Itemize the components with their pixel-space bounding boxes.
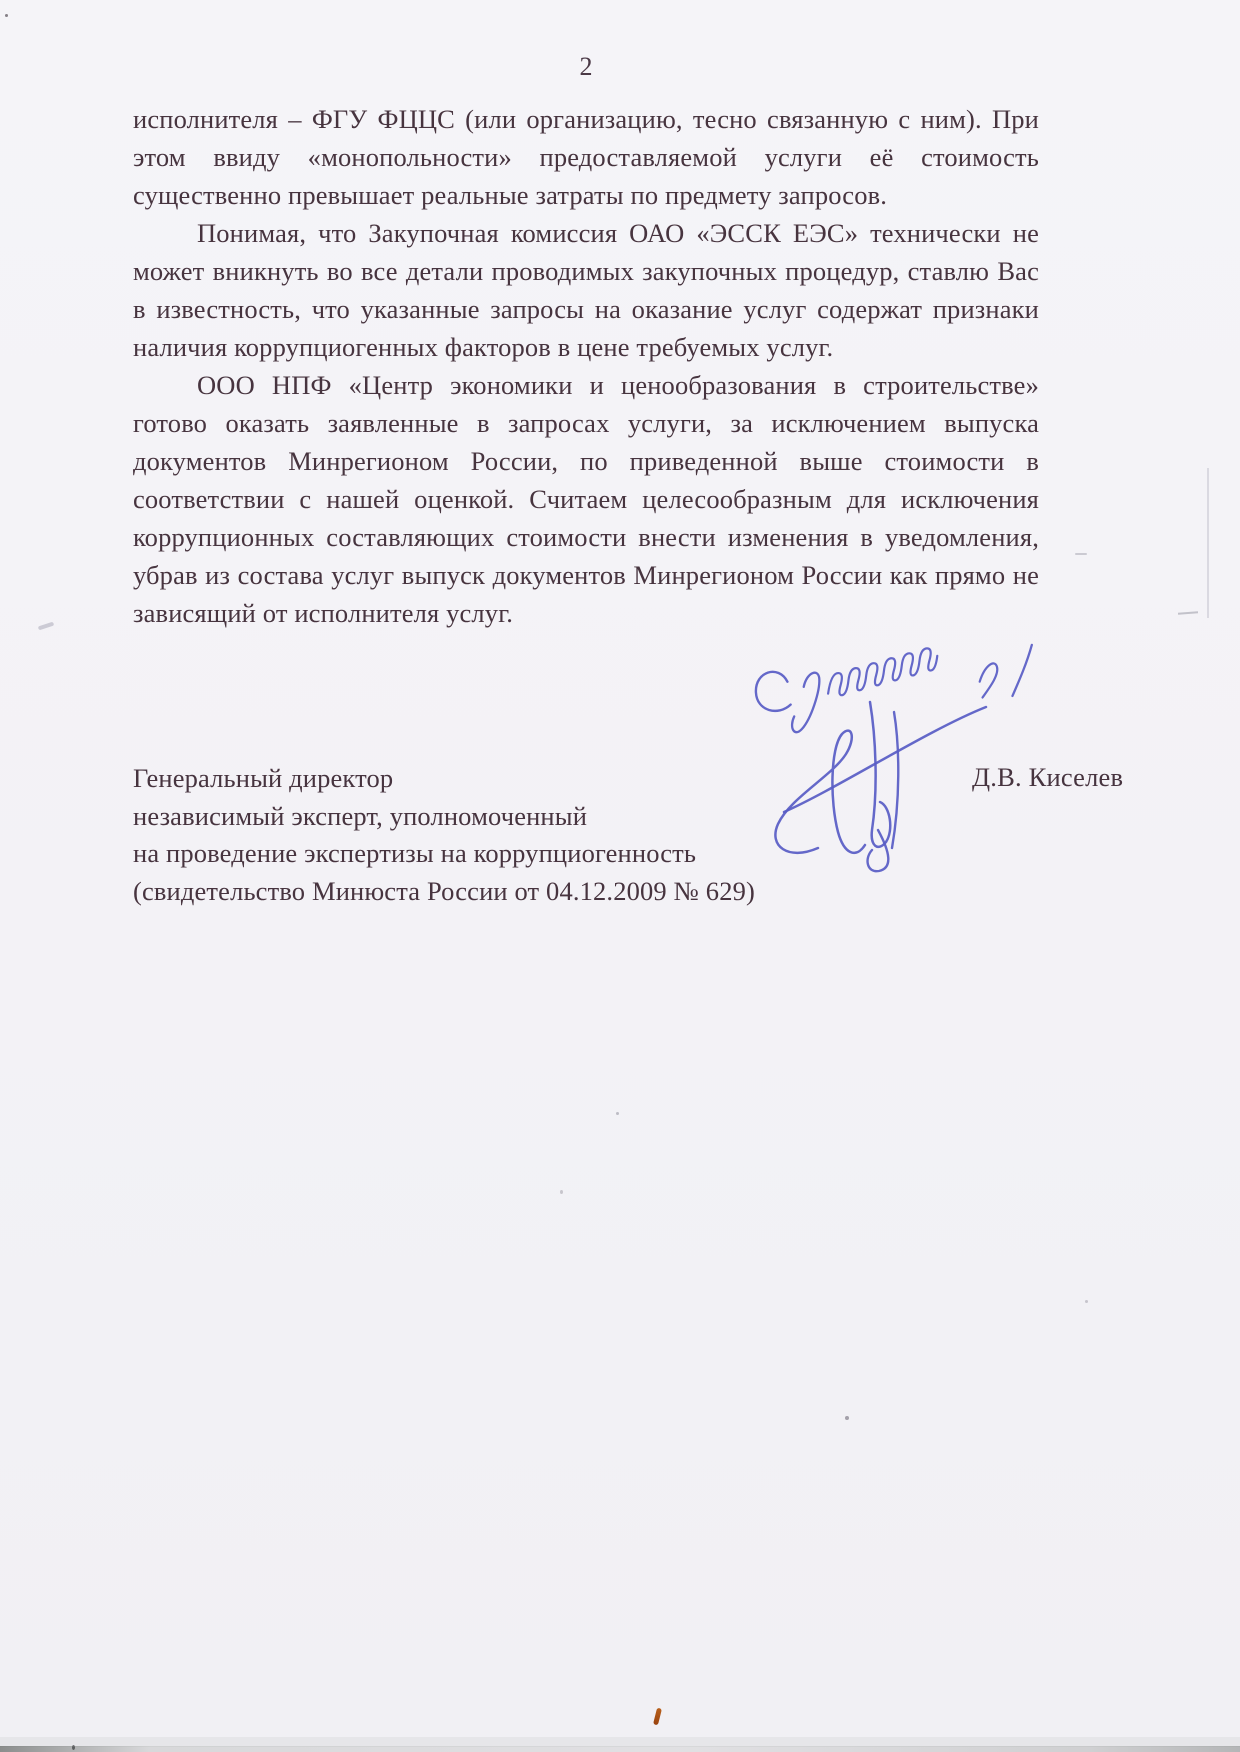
signer-title-line: Генеральный директор [133, 763, 394, 793]
scan-speck [1075, 553, 1087, 555]
body-paragraph: ООО НПФ «Центр экономики и ценообразования в строительстве» готово оказать заявленные в запросах услуги, за исключением выпуска документов Минрегионом России, по приведенной выше стоимости в соответствии с нашей оценкой. Считаем целесообразным для исключения коррупционных составляющих стоимости внести изменения в уведомления, убрав из состава услуг выпуск документов Минрегионом России как прямо не зависящий от исполнителя услуг. [133, 370, 1039, 628]
body-paragraph: Понимая, что Закупочная комиссия ОАО «ЭССК ЕЭС» технически не может вникнуть во все детали проводимых закупочных процедур, ставлю Вас в известность, что указанные запросы на оказание услуг содержат признаки наличия коррупциогенных факторов в цене требуемых услуг. [133, 218, 1039, 362]
scan-line [1207, 468, 1209, 618]
signer-name: Д.В. Киселев [972, 762, 1124, 792]
signer-title-line: на проведение экспертизы на коррупциогенность [133, 838, 697, 868]
signature-block [133, 760, 755, 910]
scan-speck [560, 1190, 563, 1194]
letter-body [133, 100, 1039, 632]
signature-flourish-scribble [758, 698, 990, 876]
scan-speck [616, 1112, 619, 1115]
scan-speck [1085, 1300, 1088, 1303]
scan-smudge [38, 622, 54, 631]
page-number: 2 [579, 52, 593, 81]
scan-fleck [653, 1708, 662, 1726]
body-paragraph: исполнителя – ФГУ ФЦЦС (или организацию, тесно связанную с ним). При этом ввиду «монопольности» предоставляемой услуги её стоимость существенно превышает реальные затраты по предмету запросов. [133, 104, 1039, 210]
scan-speck [845, 1416, 849, 1420]
signer-title-line: независимый эксперт, уполномоченный [133, 800, 588, 831]
handwritten-signature [758, 698, 990, 881]
scan-edge-shadow [0, 1746, 1240, 1752]
scan-dash [1178, 611, 1198, 614]
scan-speck [5, 14, 8, 17]
signer-title-line: (свидетельство Минюста России от 04.12.2009 № 629) [133, 875, 755, 906]
